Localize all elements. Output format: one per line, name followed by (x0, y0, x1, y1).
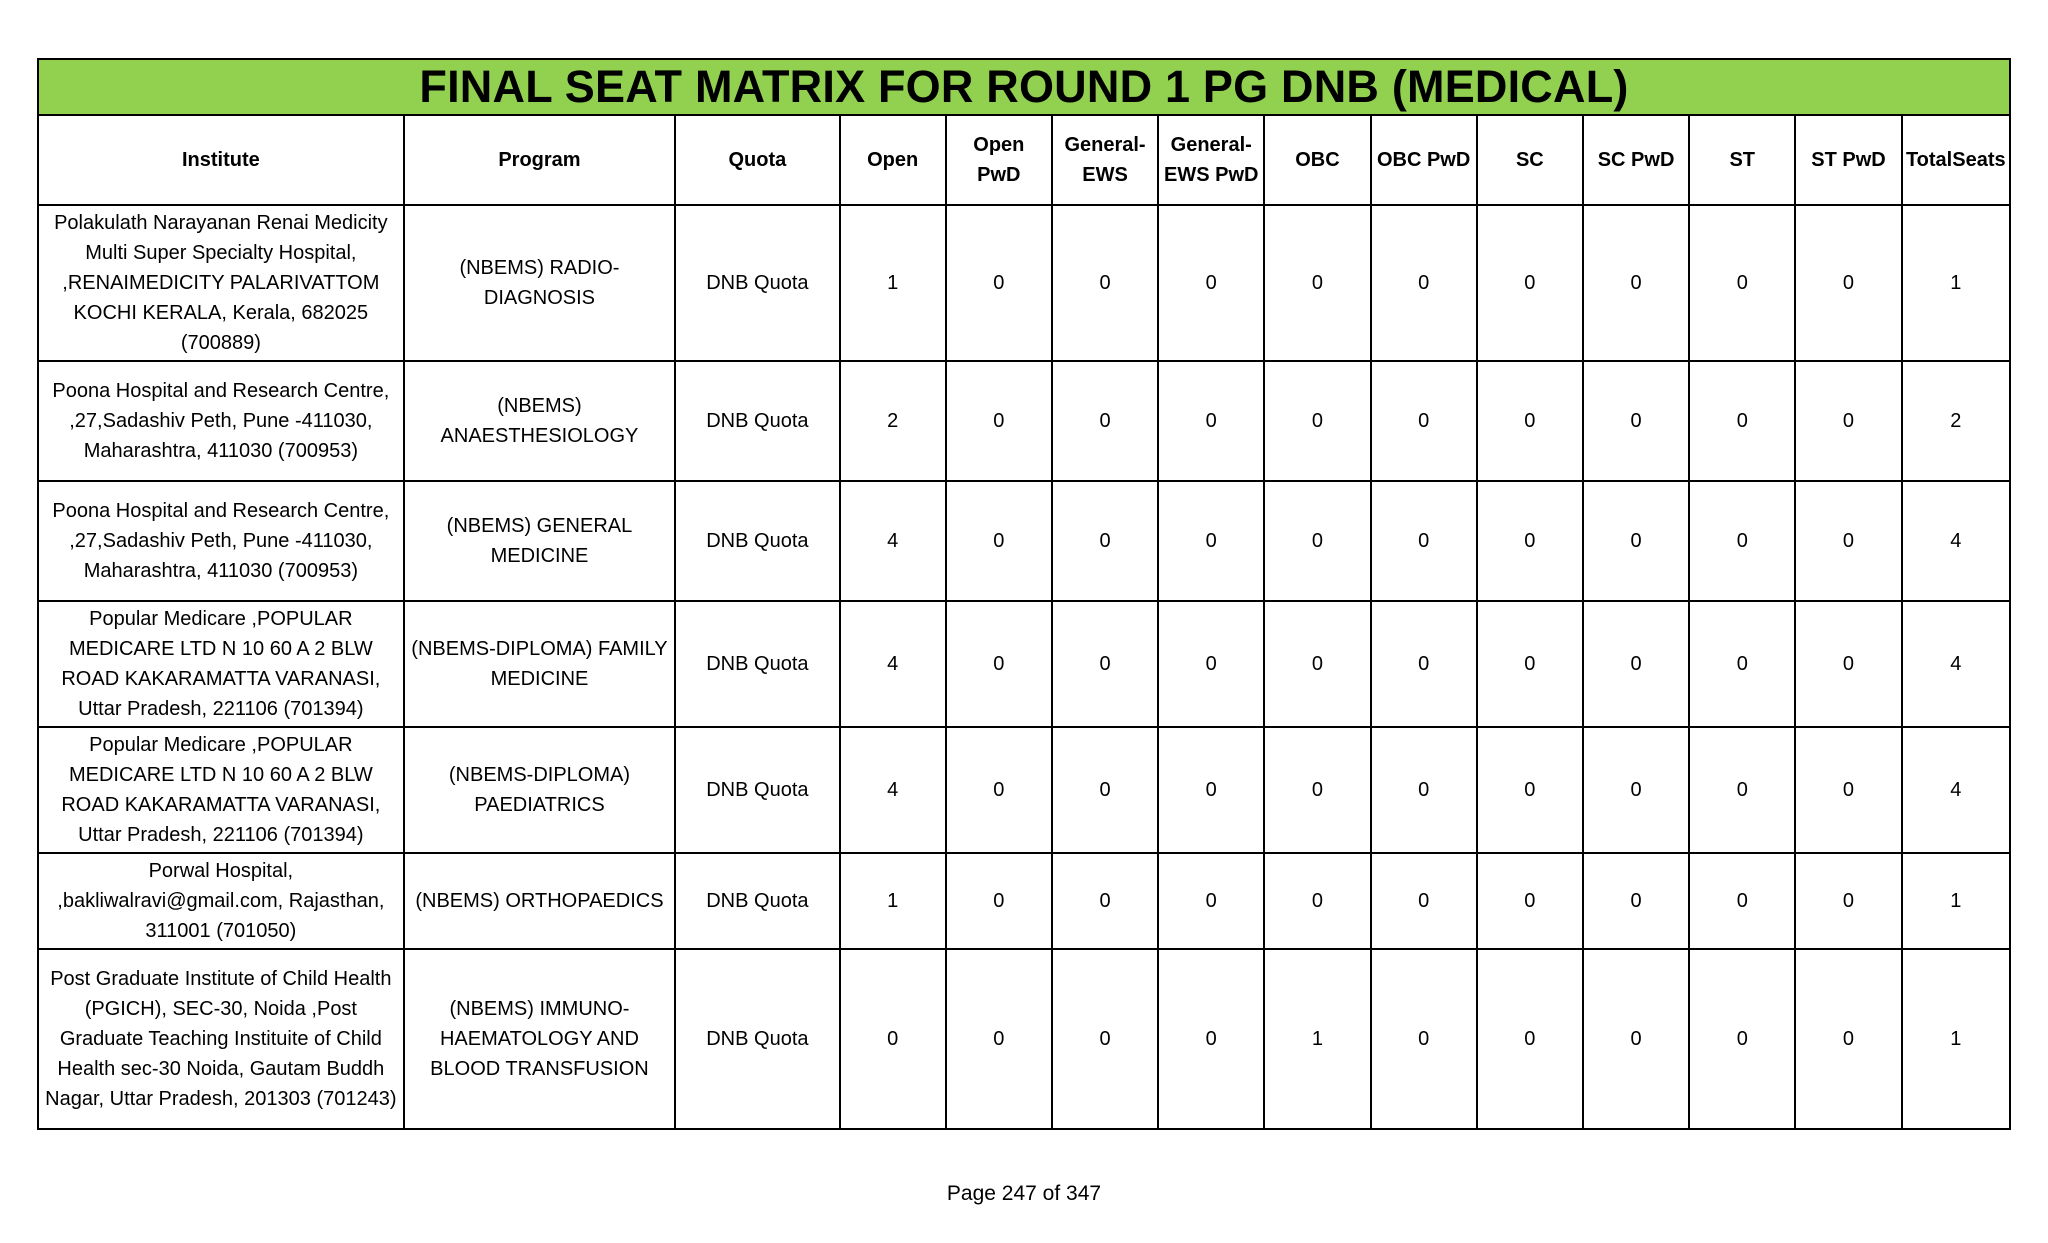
seat-matrix-table (37, 58, 2011, 1130)
seat-count-cell: 0 (1583, 853, 1689, 949)
seat-count-cell: 1 (1902, 949, 2010, 1129)
seat-count-cell: 0 (1795, 727, 1901, 853)
seat-count-cell: 0 (1477, 727, 1583, 853)
seat-count-cell: 0 (1689, 601, 1795, 727)
seat-count-cell: 0 (1795, 205, 1901, 361)
institute-cell: Poona Hospital and Research Centre, ,27,Sadashiv Peth, Pune -411030, Maharashtra, 411030 (700953) (38, 361, 404, 481)
seat-count-cell: 0 (1371, 601, 1477, 727)
column-header: SC (1477, 115, 1583, 205)
institute-cell: Popular Medicare ,POPULAR MEDICARE LTD N 10 60 A 2 BLW ROAD KAKARAMATTA VARANASI, Uttar Pradesh, 221106 (701394) (38, 601, 404, 727)
institute-cell: Popular Medicare ,POPULAR MEDICARE LTD N 10 60 A 2 BLW ROAD KAKARAMATTA VARANASI, Uttar Pradesh, 221106 (701394) (38, 727, 404, 853)
program-cell: (NBEMS) RADIO-DIAGNOSIS (404, 205, 676, 361)
seat-count-cell: 0 (946, 361, 1052, 481)
seat-count-cell: 0 (946, 727, 1052, 853)
seat-count-cell: 0 (1371, 361, 1477, 481)
seat-count-cell: 0 (1477, 205, 1583, 361)
column-header-row (38, 115, 2010, 205)
seat-count-cell: 0 (1052, 481, 1158, 601)
seat-count-cell: 0 (1583, 481, 1689, 601)
column-header: Institute (38, 115, 404, 205)
seat-count-cell: 0 (1158, 727, 1264, 853)
column-header: ST PwD (1795, 115, 1901, 205)
seat-count-cell: 0 (1052, 949, 1158, 1129)
seat-count-cell: 0 (1052, 601, 1158, 727)
quota-cell: DNB Quota (675, 361, 839, 481)
column-header: Program (404, 115, 676, 205)
seat-count-cell: 0 (1583, 361, 1689, 481)
page-number: Page 247 of 347 (946, 1182, 1102, 1205)
seat-count-cell: 0 (1371, 853, 1477, 949)
seat-count-cell: 0 (946, 601, 1052, 727)
seat-count-cell: 0 (1477, 481, 1583, 601)
seat-count-cell: 0 (1477, 601, 1583, 727)
seat-count-cell: 0 (1795, 601, 1901, 727)
quota-cell: DNB Quota (675, 853, 839, 949)
seat-count-cell: 0 (1795, 361, 1901, 481)
table-row (38, 949, 2010, 1129)
seat-count-cell: 1 (840, 853, 946, 949)
program-cell: (NBEMS-DIPLOMA) PAEDIATRICS (404, 727, 676, 853)
quota-cell: DNB Quota (675, 727, 839, 853)
seat-count-cell: 4 (840, 481, 946, 601)
seat-count-cell: 0 (1052, 853, 1158, 949)
seat-count-cell: 0 (1052, 727, 1158, 853)
column-header: ST (1689, 115, 1795, 205)
quota-cell: DNB Quota (675, 481, 839, 601)
seat-count-cell: 0 (1371, 205, 1477, 361)
seat-count-cell: 0 (1795, 853, 1901, 949)
seat-count-cell: 0 (1689, 727, 1795, 853)
seat-count-cell: 0 (1052, 205, 1158, 361)
table-title: FINAL SEAT MATRIX FOR ROUND 1 PG DNB (MEDICAL) (38, 59, 2010, 115)
program-cell: (NBEMS) GENERAL MEDICINE (404, 481, 676, 601)
seat-count-cell: 0 (1371, 481, 1477, 601)
program-cell: (NBEMS) IMMUNO-HAEMATOLOGY AND BLOOD TRANSFUSION (404, 949, 676, 1129)
seat-count-cell: 0 (1158, 853, 1264, 949)
seat-count-cell: 4 (1902, 601, 2010, 727)
table-row (38, 853, 2010, 949)
table-body (38, 205, 2010, 1129)
column-header: General-EWS (1052, 115, 1158, 205)
seat-count-cell: 2 (1902, 361, 2010, 481)
program-cell: (NBEMS) ANAESTHESIOLOGY (404, 361, 676, 481)
seat-count-cell: 0 (1371, 949, 1477, 1129)
institute-cell: Post Graduate Institute of Child Health (PGICH), SEC-30, Noida ,Post Graduate Teaching Instituite of Child Health sec-30 Noida, Gautam Buddh Nagar, Uttar Pradesh, 201303 (701243) (38, 949, 404, 1129)
quota-cell: DNB Quota (675, 949, 839, 1129)
seat-matrix-sheet (37, 58, 2011, 1130)
seat-count-cell: 0 (1158, 601, 1264, 727)
table-row (38, 601, 2010, 727)
institute-cell: Porwal Hospital, ,bakliwalravi@gmail.com, Rajasthan, 311001 (701050) (38, 853, 404, 949)
table-row (38, 727, 2010, 853)
seat-count-cell: 0 (1477, 853, 1583, 949)
seat-count-cell: 0 (1158, 949, 1264, 1129)
seat-count-cell: 0 (1158, 205, 1264, 361)
seat-count-cell: 4 (1902, 481, 2010, 601)
program-cell: (NBEMS) ORTHOPAEDICS (404, 853, 676, 949)
seat-count-cell: 0 (1264, 853, 1370, 949)
column-header: Open PwD (946, 115, 1052, 205)
seat-count-cell: 0 (946, 949, 1052, 1129)
seat-count-cell: 0 (1477, 949, 1583, 1129)
seat-count-cell: 0 (1264, 601, 1370, 727)
column-header: Quota (675, 115, 839, 205)
seat-count-cell: 0 (1264, 361, 1370, 481)
institute-cell: Poona Hospital and Research Centre, ,27,Sadashiv Peth, Pune -411030, Maharashtra, 411030 (700953) (38, 481, 404, 601)
seat-count-cell: 0 (1795, 481, 1901, 601)
column-header: SC PwD (1583, 115, 1689, 205)
table-row (38, 481, 2010, 601)
seat-count-cell: 0 (1371, 727, 1477, 853)
seat-count-cell: 4 (840, 727, 946, 853)
seat-count-cell: 0 (946, 853, 1052, 949)
table-row (38, 361, 2010, 481)
column-header: Open (840, 115, 946, 205)
seat-count-cell: 0 (946, 205, 1052, 361)
seat-count-cell: 0 (1264, 727, 1370, 853)
seat-count-cell: 0 (1689, 205, 1795, 361)
seat-count-cell: 2 (840, 361, 946, 481)
seat-count-cell: 1 (840, 205, 946, 361)
seat-count-cell: 4 (1902, 727, 2010, 853)
seat-count-cell: 0 (946, 481, 1052, 601)
seat-count-cell: 1 (1902, 205, 2010, 361)
column-header: General-EWS PwD (1158, 115, 1264, 205)
seat-count-cell: 4 (840, 601, 946, 727)
seat-count-cell: 0 (1477, 361, 1583, 481)
quota-cell: DNB Quota (675, 205, 839, 361)
seat-count-cell: 0 (1583, 205, 1689, 361)
table-row (38, 205, 2010, 361)
program-cell: (NBEMS-DIPLOMA) FAMILY MEDICINE (404, 601, 676, 727)
seat-count-cell: 0 (1158, 361, 1264, 481)
seat-count-cell: 0 (840, 949, 946, 1129)
seat-count-cell: 0 (1583, 601, 1689, 727)
seat-count-cell: 0 (1689, 949, 1795, 1129)
seat-count-cell: 0 (1052, 361, 1158, 481)
column-header: TotalSeats (1902, 115, 2010, 205)
seat-count-cell: 0 (1264, 481, 1370, 601)
seat-count-cell: 0 (1795, 949, 1901, 1129)
column-header: OBC (1264, 115, 1370, 205)
quota-cell: DNB Quota (675, 601, 839, 727)
seat-count-cell: 0 (1689, 361, 1795, 481)
seat-count-cell: 1 (1902, 853, 2010, 949)
seat-count-cell: 0 (1583, 727, 1689, 853)
seat-count-cell: 0 (1689, 853, 1795, 949)
seat-count-cell: 0 (1689, 481, 1795, 601)
seat-count-cell: 0 (1158, 481, 1264, 601)
seat-count-cell: 0 (1264, 205, 1370, 361)
column-header: OBC PwD (1371, 115, 1477, 205)
seat-count-cell: 1 (1264, 949, 1370, 1129)
seat-count-cell: 0 (1583, 949, 1689, 1129)
institute-cell: Polakulath Narayanan Renai Medicity Multi Super Specialty Hospital, ,RENAIMEDICITY PALARIVATTOM KOCHI KERALA, Kerala, 682025 (700889) (38, 205, 404, 361)
